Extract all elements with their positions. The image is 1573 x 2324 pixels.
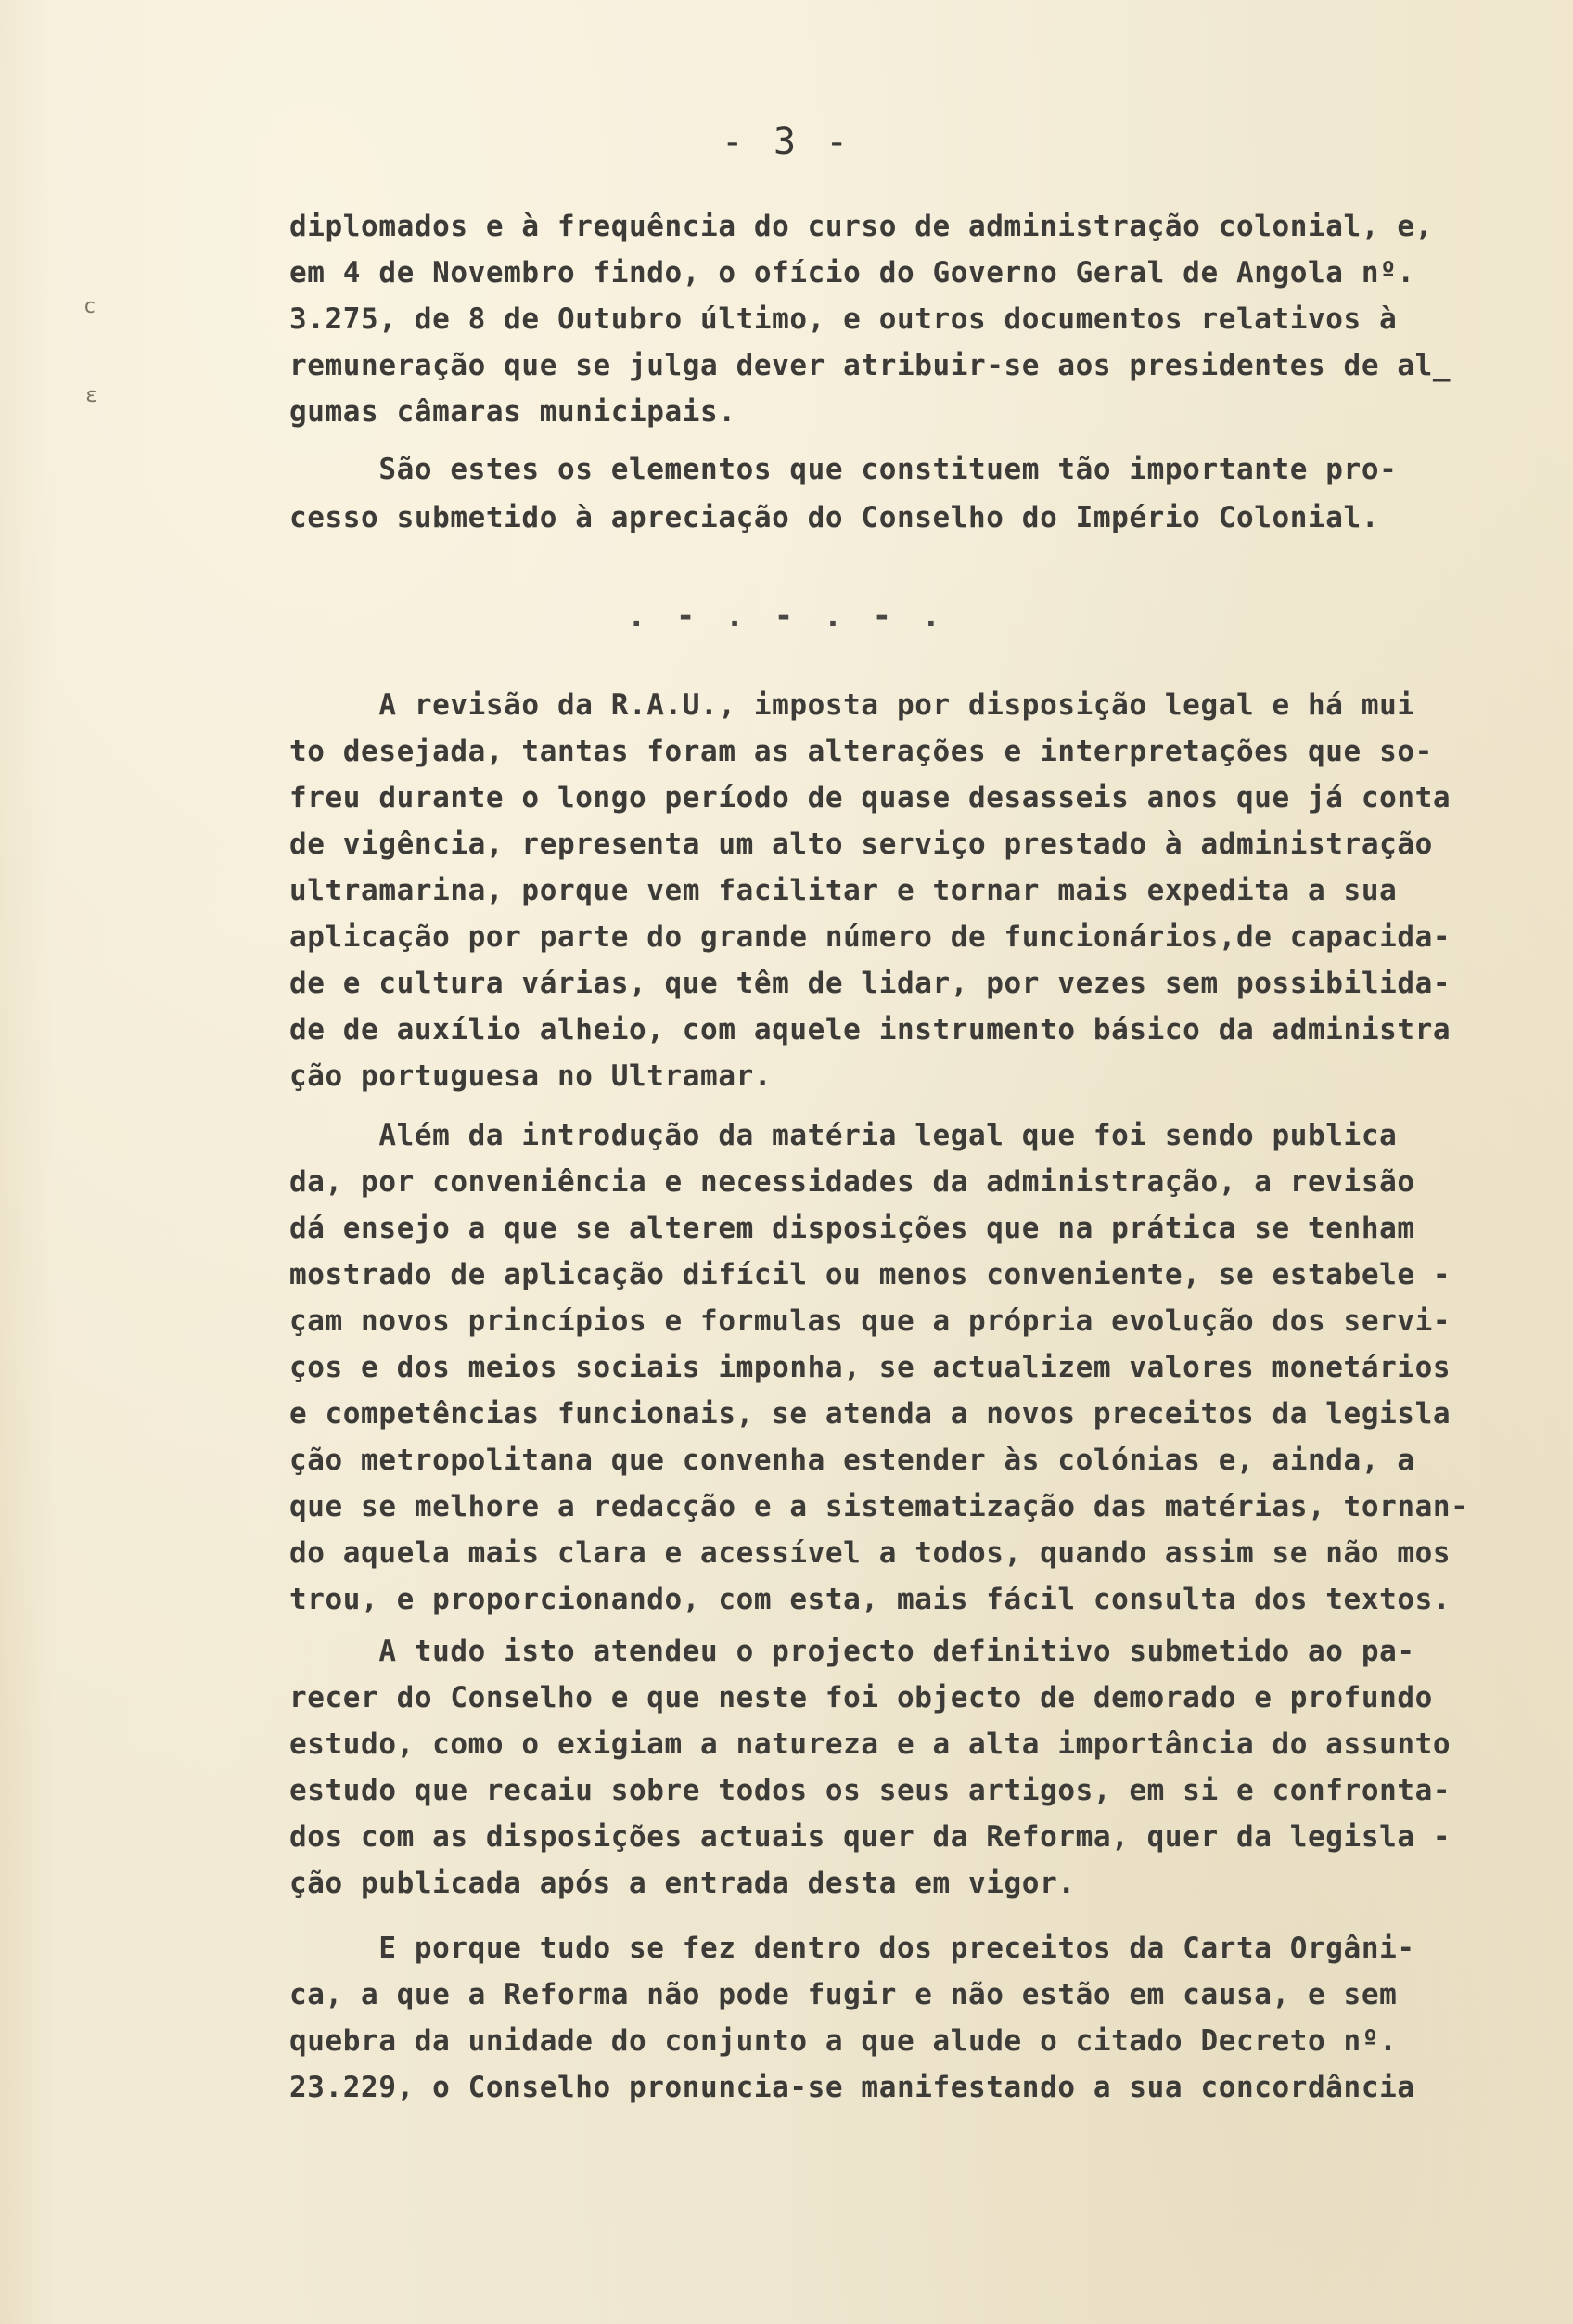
text-line: çam novos princípios e formulas que a própria evolução dos servi- (289, 1304, 1452, 1338)
text-line: ca, a que a Reforma não pode fugir e não estão em causa, e sem (289, 1978, 1398, 2011)
text-line: da, por conveniência e necessidades da administração, a revisão (289, 1165, 1415, 1199)
text-line: to desejada, tantas foram as alterações e interpretações que so- (289, 735, 1433, 768)
text-line: que se melhore a redacção e a sistematização das matérias, tornan- (289, 1490, 1469, 1523)
text-line: ços e dos meios sociais imponha, se actualizem valores monetários (289, 1351, 1452, 1384)
text-line: dá ensejo a que se alterem disposições que na prática se tenham (289, 1212, 1415, 1245)
text-line: diplomados e à frequência do curso de administração colonial, e, (289, 210, 1433, 243)
page-number: - 3 - (721, 121, 852, 163)
text-line: 23.229, o Conselho pronuncia-se manifestando a sua concordância (289, 2071, 1415, 2104)
text-line: estudo que recaiu sobre todos os seus artigos, em si e confronta- (289, 1774, 1452, 1807)
text-line: do aquela mais clara e acessível a todos, quando assim se não mos (289, 1536, 1452, 1570)
margin-mark: c (83, 295, 96, 318)
text-line: de de auxílio alheio, com aquele instrumento básico da administra (289, 1013, 1452, 1046)
text-line: freu durante o longo período de quase desasseis anos que já conta (289, 781, 1452, 815)
text-line: recer do Conselho e que neste foi objecto de demorado e profundo (289, 1681, 1433, 1714)
text-line: A tudo isto atendeu o projecto definitivo submetido ao pa- (289, 1635, 1415, 1668)
text-line: ção portuguesa no Ultramar. (289, 1059, 773, 1093)
text-line: de e cultura várias, que têm de lidar, por vezes sem possibilida- (289, 967, 1452, 1000)
text-line: ção metropolitana que convenha estender às colónias e, ainda, a (289, 1444, 1415, 1477)
text-line: e competências funcionais, se atenda a novos preceitos da legisla (289, 1397, 1452, 1431)
text-line: quebra da unidade do conjunto a que alude o citado Decreto nº. (289, 2024, 1398, 2058)
text-line: cesso submetido à apreciação do Conselho do Império Colonial. (289, 501, 1380, 534)
text-line: mostrado de aplicação difícil ou menos conveniente, se estabele - (289, 1258, 1452, 1291)
text-line: Além da introdução da matéria legal que foi sendo publica (289, 1119, 1398, 1152)
text-line: aplicação por parte do grande número de funcionários,de capacida- (289, 920, 1452, 954)
text-line: dos com as disposições actuais quer da Reforma, quer da legisla - (289, 1820, 1452, 1854)
text-line: ção publicada após a entrada desta em vigor. (289, 1867, 1076, 1900)
margin-mark: ɛ (85, 384, 98, 407)
text-line: trou, e proporcionando, com esta, mais fácil consulta dos textos. (289, 1583, 1452, 1616)
text-line: 3.275, de 8 de Outubro último, e outros documentos relativos à (289, 302, 1398, 336)
text-line: A revisão da R.A.U., imposta por disposição legal e há mui (289, 688, 1415, 722)
text-line: São estes os elementos que constituem tão importante pro- (289, 453, 1398, 486)
text-line: estudo, como o exigiam a natureza e a alta importância do assunto (289, 1727, 1452, 1761)
section-separator: . - . - . - . (626, 597, 947, 635)
text-line: E porque tudo se fez dentro dos preceitos da Carta Orgâni- (289, 1932, 1415, 1965)
text-line: em 4 de Novembro findo, o ofício do Governo Geral de Angola nº. (289, 256, 1415, 289)
text-line: gumas câmaras municipais. (289, 395, 736, 429)
text-line: ultramarina, porque vem facilitar e tornar mais expedita a sua (289, 874, 1398, 907)
text-line: remuneração que se julga dever atribuir-se aos presidentes de al_ (289, 349, 1452, 382)
text-line: de vigência, representa um alto serviço prestado à administração (289, 828, 1433, 861)
